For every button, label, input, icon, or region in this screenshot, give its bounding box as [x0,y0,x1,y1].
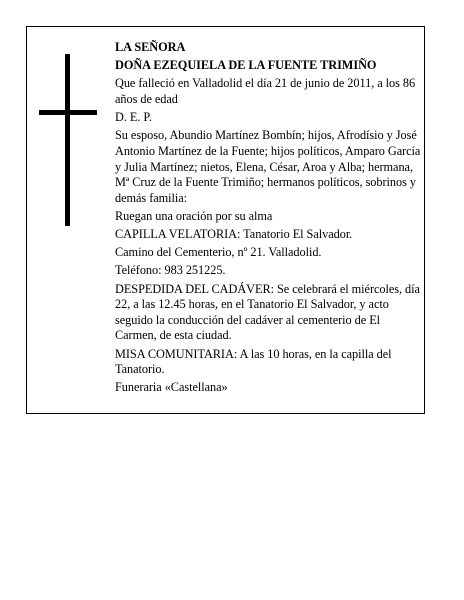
family-list: Su esposo, Abundio Martínez Bombín; hijos, Afrodísio y José Antonio Martínez de la Fuente; hijos políticos, Amparo García y Julia Martínez; nietos, Elena, César, Aroa y Alba; hermana, Mª Cruz de la Fuente Trimiño; hermanos políticos, sobrinos y demás familia: [115,128,421,205]
funeral-home: Funeraria «Castellana» [115,380,228,395]
prayer-request: Ruegan una oración por su alma [115,208,273,223]
latin-cross-icon [39,54,97,226]
farewell-text: : Se celebrará el miércoles, día 22, a las 12.45 horas, en el Tanatorio El Salvador, y acto seguido la conducción del cadáver al cementerio de El Carmen, de esta ciudad. [115,281,420,343]
wake-phone: Teléfono: 983 251225. [115,263,226,278]
wake-address: Camino del Cementerio, nº 21. Valladolid. [115,245,322,260]
obituary-notice [26,26,425,414]
cross-vertical-bar [65,54,70,226]
mass-line [115,347,421,378]
cross-horizontal-bar [39,110,97,115]
farewell-title: DESPEDIDA DEL CADÁVER [115,281,271,296]
mass-title: MISA COMUNITARIA [115,346,234,361]
deceased-name: DOÑA EZEQUIELA DE LA FUENTE TRIMIÑO [115,58,377,73]
farewell-line [115,282,421,344]
obituary-title: LA SEÑORA [115,40,186,54]
wake-line [115,227,421,243]
wake-text: : Tanatorio El Salvador. [237,227,353,242]
death-details: Que falleció en Valladolid el día 21 de junio de 2011, a los 86 años de edad [115,76,416,106]
wake-title: CAPILLA VELATORIA [115,227,238,242]
rip-line: D. E. P. [115,110,152,125]
mass-text: : A las 10 horas, en la capilla del Tanatorio. [115,346,392,377]
obituary-text [115,40,421,399]
